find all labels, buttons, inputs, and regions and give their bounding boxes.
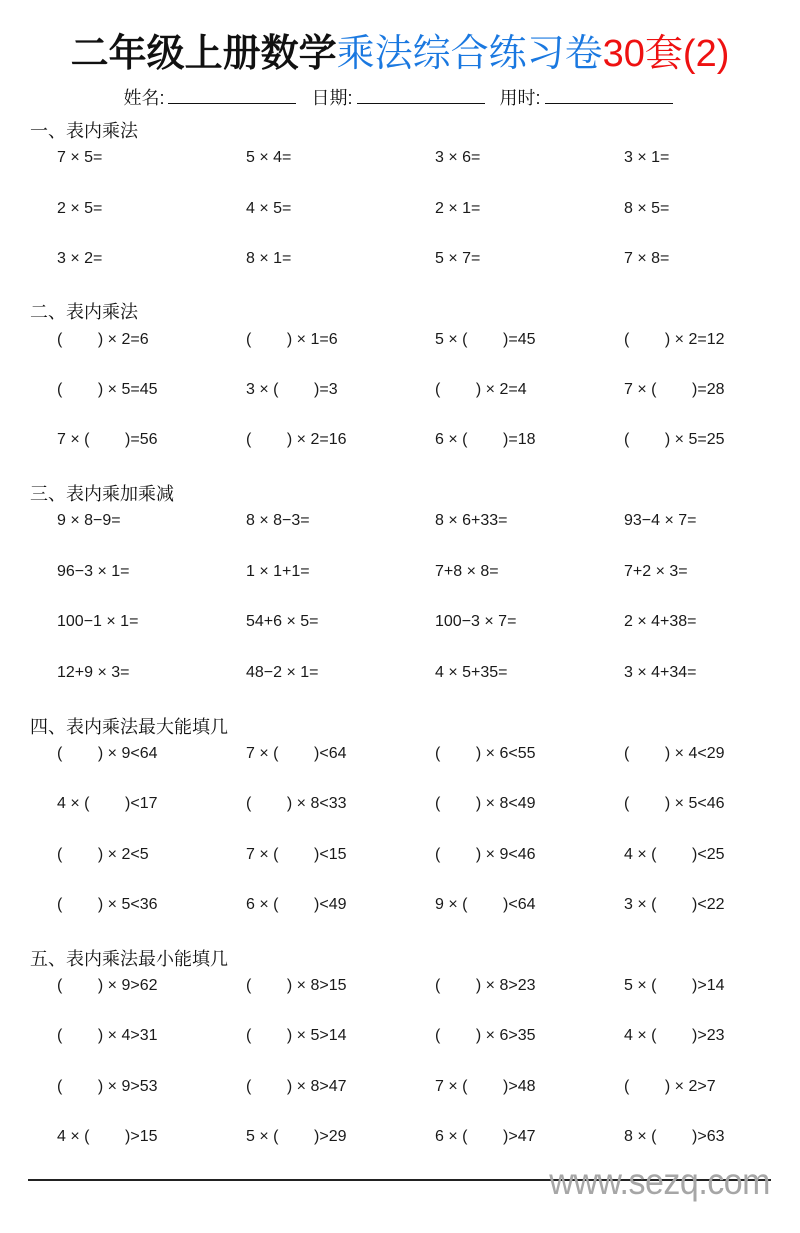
problem: 7 × 5=: [57, 149, 103, 166]
problem: 5 × ( )>29: [246, 1128, 347, 1145]
problem: 4 × ( )<17: [57, 795, 158, 812]
problem: 8 × 1=: [246, 250, 292, 267]
problem: 100−1 × 1=: [57, 613, 139, 630]
problem: ( ) × 2=4: [435, 381, 527, 398]
problem: ( ) × 4<29: [624, 745, 725, 762]
problem: 2 × 4+38=: [624, 613, 697, 630]
problem: 8 × ( )>63: [624, 1128, 725, 1145]
time-label: 用时:: [499, 88, 541, 108]
problem: 7 × ( )<64: [246, 745, 347, 762]
problem: ( ) × 4>31: [57, 1027, 158, 1044]
problem: 3 × ( )<22: [624, 896, 725, 913]
problem: 8 × 8−3=: [246, 512, 310, 529]
problem: 9 × ( )<64: [435, 896, 536, 913]
problem: 4 × ( )>15: [57, 1128, 158, 1145]
problem: 5 × 4=: [246, 149, 292, 166]
problem: ( ) × 1=6: [246, 331, 338, 348]
problem: ( ) × 8>15: [246, 977, 347, 994]
section-title-4: 四、表内乘法最大能填几: [30, 717, 228, 737]
problem: ( ) × 2>7: [624, 1078, 716, 1095]
problem: 7 × ( )<15: [246, 846, 347, 863]
problem: 9 × 8−9=: [57, 512, 121, 529]
problem: ( ) × 5<46: [624, 795, 725, 812]
problem: 3 × ( )=3: [246, 381, 338, 398]
name-label: 姓名:: [123, 88, 165, 108]
problem: 3 × 4+34=: [624, 664, 697, 681]
name-blank[interactable]: [168, 89, 296, 104]
problem: 2 × 1=: [435, 200, 481, 217]
date-blank[interactable]: [357, 89, 485, 104]
problem: ( ) × 5=45: [57, 381, 158, 398]
problem: ( ) × 2=16: [246, 431, 347, 448]
problem: ( ) × 6<55: [435, 745, 536, 762]
problem: ( ) × 6>35: [435, 1027, 536, 1044]
problem: ( ) × 8>47: [246, 1078, 347, 1095]
problem: ( ) × 9<46: [435, 846, 536, 863]
problem: 1 × 1+1=: [246, 563, 310, 580]
problem: 4 × 5=: [246, 200, 292, 217]
problem: 6 × ( )=18: [435, 431, 536, 448]
problem: 3 × 6=: [435, 149, 481, 166]
problem: 2 × 5=: [57, 200, 103, 217]
worksheet-title: [0, 28, 800, 79]
section-title-5: 五、表内乘法最小能填几: [30, 949, 228, 969]
problem: 7 × 8=: [624, 250, 670, 267]
problem: 8 × 5=: [624, 200, 670, 217]
section-title-1: 一、表内乘法: [30, 121, 138, 141]
problem: 5 × ( )=45: [435, 331, 536, 348]
problem: 7+2 × 3=: [624, 563, 688, 580]
problem: 7 × ( )=28: [624, 381, 725, 398]
problem: ( ) × 8>23: [435, 977, 536, 994]
title-topic: 乘法综合练习卷: [336, 31, 603, 75]
problem: 5 × 7=: [435, 250, 481, 267]
problem: ( ) × 2=6: [57, 331, 149, 348]
problem: 12+9 × 3=: [57, 664, 130, 681]
problem: ( ) × 5>14: [246, 1027, 347, 1044]
problem: ( ) × 5<36: [57, 896, 158, 913]
problem: ( ) × 2<5: [57, 846, 149, 863]
problem: 48−2 × 1=: [246, 664, 319, 681]
problem: 96−3 × 1=: [57, 563, 130, 580]
student-info-row: [0, 86, 800, 110]
section-title-3: 三、表内乘加乘减: [30, 484, 174, 504]
problem: 6 × ( )<49: [246, 896, 347, 913]
problem: 7 × ( )>48: [435, 1078, 536, 1095]
problem: 3 × 1=: [624, 149, 670, 166]
problem: 5 × ( )>14: [624, 977, 725, 994]
problem: ( ) × 5=25: [624, 431, 725, 448]
problem: 8 × 6+33=: [435, 512, 508, 529]
problem: 4 × 5+35=: [435, 664, 508, 681]
problem: 4 × ( )>23: [624, 1027, 725, 1044]
problem: 7 × ( )=56: [57, 431, 158, 448]
problem: 6 × ( )>47: [435, 1128, 536, 1145]
problem: 54+6 × 5=: [246, 613, 319, 630]
title-set-number: 30套(2): [602, 33, 730, 75]
problem: ( ) × 9>53: [57, 1078, 158, 1095]
problem: ( ) × 9<64: [57, 745, 158, 762]
problem: ( ) × 8<49: [435, 795, 536, 812]
problem: 3 × 2=: [57, 250, 103, 267]
title-grade-subject: 二年级上册数学: [70, 30, 337, 75]
problem: 93−4 × 7=: [624, 512, 697, 529]
problem: 7+8 × 8=: [435, 563, 499, 580]
section-title-2: 二、表内乘法: [30, 302, 138, 322]
problem: 4 × ( )<25: [624, 846, 725, 863]
watermark: www.sezq.com: [549, 1161, 770, 1203]
problem: 100−3 × 7=: [435, 613, 517, 630]
time-blank[interactable]: [545, 89, 673, 104]
date-label: 日期:: [311, 88, 353, 108]
problem: ( ) × 9>62: [57, 977, 158, 994]
problem: ( ) × 8<33: [246, 795, 347, 812]
problem: ( ) × 2=12: [624, 331, 725, 348]
